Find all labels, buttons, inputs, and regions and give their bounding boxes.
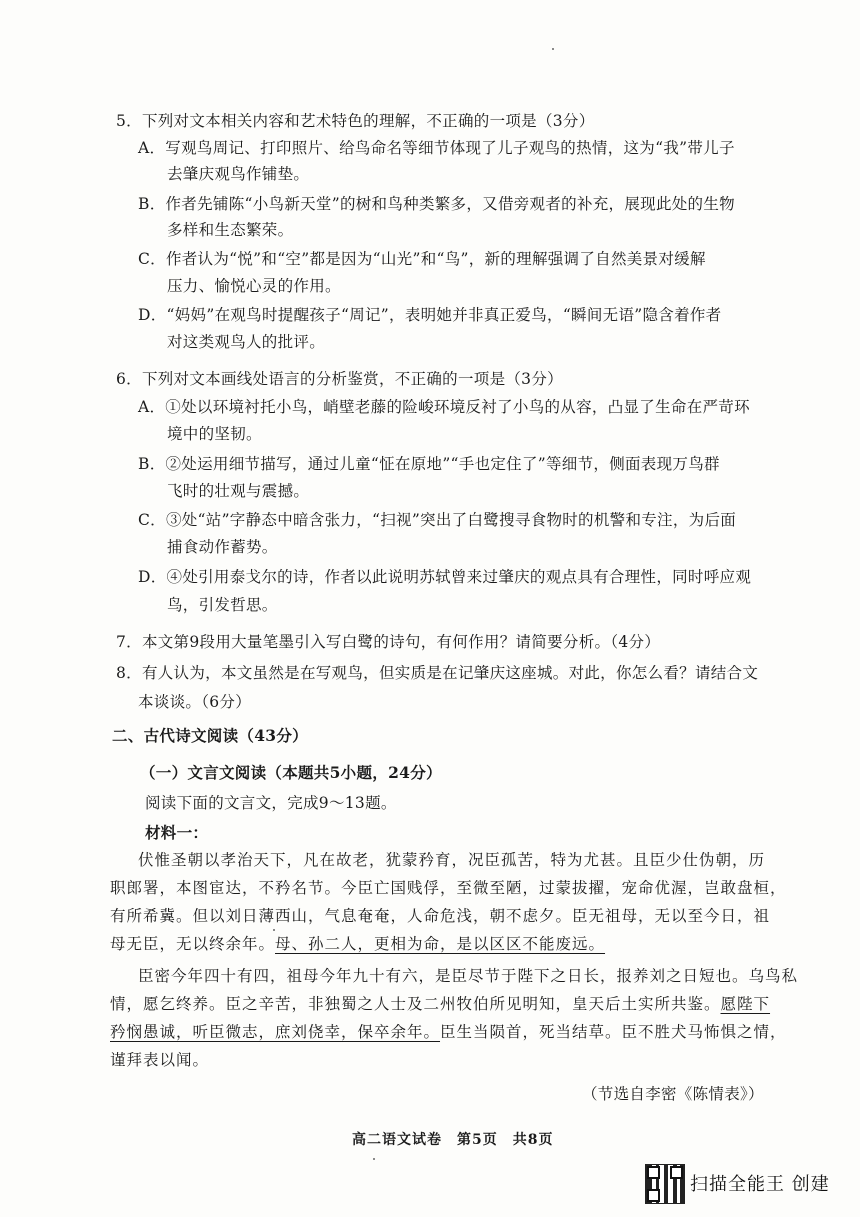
q5-option-b: B．作者先铺陈“小鸟新天堂”的树和鸟种类繁多，又借旁观者的补充，展现此处的生物 <box>138 195 735 213</box>
passage-p1-line1: 伏惟圣朝以孝治天下，凡在故老，犹蒙矜育，况臣孤苦，特为尤甚。且臣少仕伪朝，历 <box>138 851 766 869</box>
passage-p1-line4-text: 母无臣，无以终余年。 <box>110 935 276 953</box>
q6-option-d: D．④处引用泰戈尔的诗，作者以此说明苏轼曾来过肇庆的观点具有合理性，同时呼应观 <box>138 568 752 586</box>
q6-option-c: C．③处“站”字静态中暗含张力，“扫视”突出了白鹭搜寻食物时的机警和专注，为后面 <box>138 511 737 529</box>
q6-option-c-cont: 捕食动作蓄势。 <box>167 538 278 556</box>
qr-code-icon <box>645 1164 685 1204</box>
q5-option-c-cont: 压力、愉悦心灵的作用。 <box>167 277 341 295</box>
reading-instruction: 阅读下面的文言文，完成9～13题。 <box>145 794 397 812</box>
page-footer: 高二语文试卷 第5页 共8页 <box>352 1132 554 1148</box>
q6-option-b-cont: 飞时的壮观与震撼。 <box>167 482 310 500</box>
passage-p1-line3: 有所希冀。但以刘日薄西山，气息奄奄，人命危浅，朝不虑夕。臣无祖母，无以至今日，祖 <box>110 907 771 925</box>
q5-option-a-cont: 去肇庆观鸟作铺垫。 <box>167 165 310 183</box>
q5-option-b-cont: 多样和生态繁荣。 <box>167 221 294 239</box>
q6-option-a: A．①处以环境衬托小鸟，峭壁老藤的险峻环境反衬了小鸟的从容，凸显了生命在严苛环 <box>138 398 750 416</box>
underlined-sentence-2b: 矜悯愚诚，听臣微志，庶刘侥幸，保卒余年。 <box>110 1023 441 1041</box>
q5-option-d: D．“妈妈”在观鸟时提醒孩子“周记”，表明她并非真正爱鸟，“瞬间无语”隐含着作者 <box>138 306 722 324</box>
scan-speck <box>373 1158 375 1160</box>
emphasis-dot <box>273 929 275 931</box>
underlined-sentence-1: 母、孙二人，更相为命，是以区区不能废远。 <box>275 935 606 953</box>
passage-p2-line2-text: 情，愿乞终养。臣之辛苦，非独蜀之人士及二州牧伯所见明知，皇天后土实所共鉴。 <box>110 995 721 1013</box>
q8-stem-cont: 本谈谈。（6分） <box>138 693 252 711</box>
passage-p2-line3-text: 臣生当陨首，死当结草。臣不胜犬马怖惧之情， <box>440 1023 787 1041</box>
scanner-watermark: 扫描全能王 创建 <box>690 1174 830 1195</box>
q5-option-c: C．作者认为“悦”和“空”都是因为“山光”和“鸟”，新的理解强调了自然美景对缓解 <box>138 250 706 268</box>
passage-p2-line4: 谨拜表以闻。 <box>110 1051 210 1069</box>
q6-option-b: B．②处运用细节描写，通过儿童“怔在原地”“手也定住了”等细节，侧面表现万鸟群 <box>138 455 720 473</box>
passage-p2-line1: 臣密今年四十有四，祖母今年九十有六，是臣尽节于陛下之日长，报养刘之日短也。乌鸟私 <box>138 967 799 985</box>
q7-stem: 7．本文第9段用大量笔墨引入写白鹭的诗句，有何作用？请简要分析。（4分） <box>116 633 661 651</box>
q8-stem: 8．有人认为，本文虽然是在写观鸟，但实质是在记肇庆这座城。对此，你怎么看？请结合文 <box>116 664 759 682</box>
passage-source: （节选自李密《陈情表》） <box>582 1085 764 1103</box>
section-title: 二、古代诗文阅读（43分） <box>112 726 308 745</box>
subsection-title: （一）文言文阅读（本题共5小题，24分） <box>140 763 442 782</box>
q5-option-a: A．写观鸟周记、打印照片、给鸟命名等细节体现了儿子观鸟的热情，这为“我”带儿子 <box>138 139 735 157</box>
q6-option-a-cont: 境中的坚韧。 <box>167 425 262 443</box>
scan-speck <box>552 48 554 50</box>
q6-option-d-cont: 鸟，引发哲思。 <box>167 596 278 614</box>
passage-p2-line3 <box>110 1021 787 1043</box>
material-label: 材料一： <box>145 823 209 842</box>
passage-p2-line2 <box>110 993 770 1015</box>
q5-option-d-cont: 对这类观鸟人的批评。 <box>167 333 326 351</box>
q6-stem: 6．下列对文本画线处语言的分析鉴赏，不正确的一项是（3分） <box>116 370 563 388</box>
passage-p1-line4 <box>110 933 605 955</box>
underlined-sentence-2a: 愿陛下 <box>720 995 771 1013</box>
passage-p1-line2: 职郎署，本图宦达，不矜名节。今臣亡国贱俘，至微至陋，过蒙拔擢，宠命优渥，岂敢盘桓， <box>110 879 787 897</box>
q5-stem: 5．下列对文本相关内容和艺术特色的理解，不正确的一项是（3分） <box>116 112 595 130</box>
